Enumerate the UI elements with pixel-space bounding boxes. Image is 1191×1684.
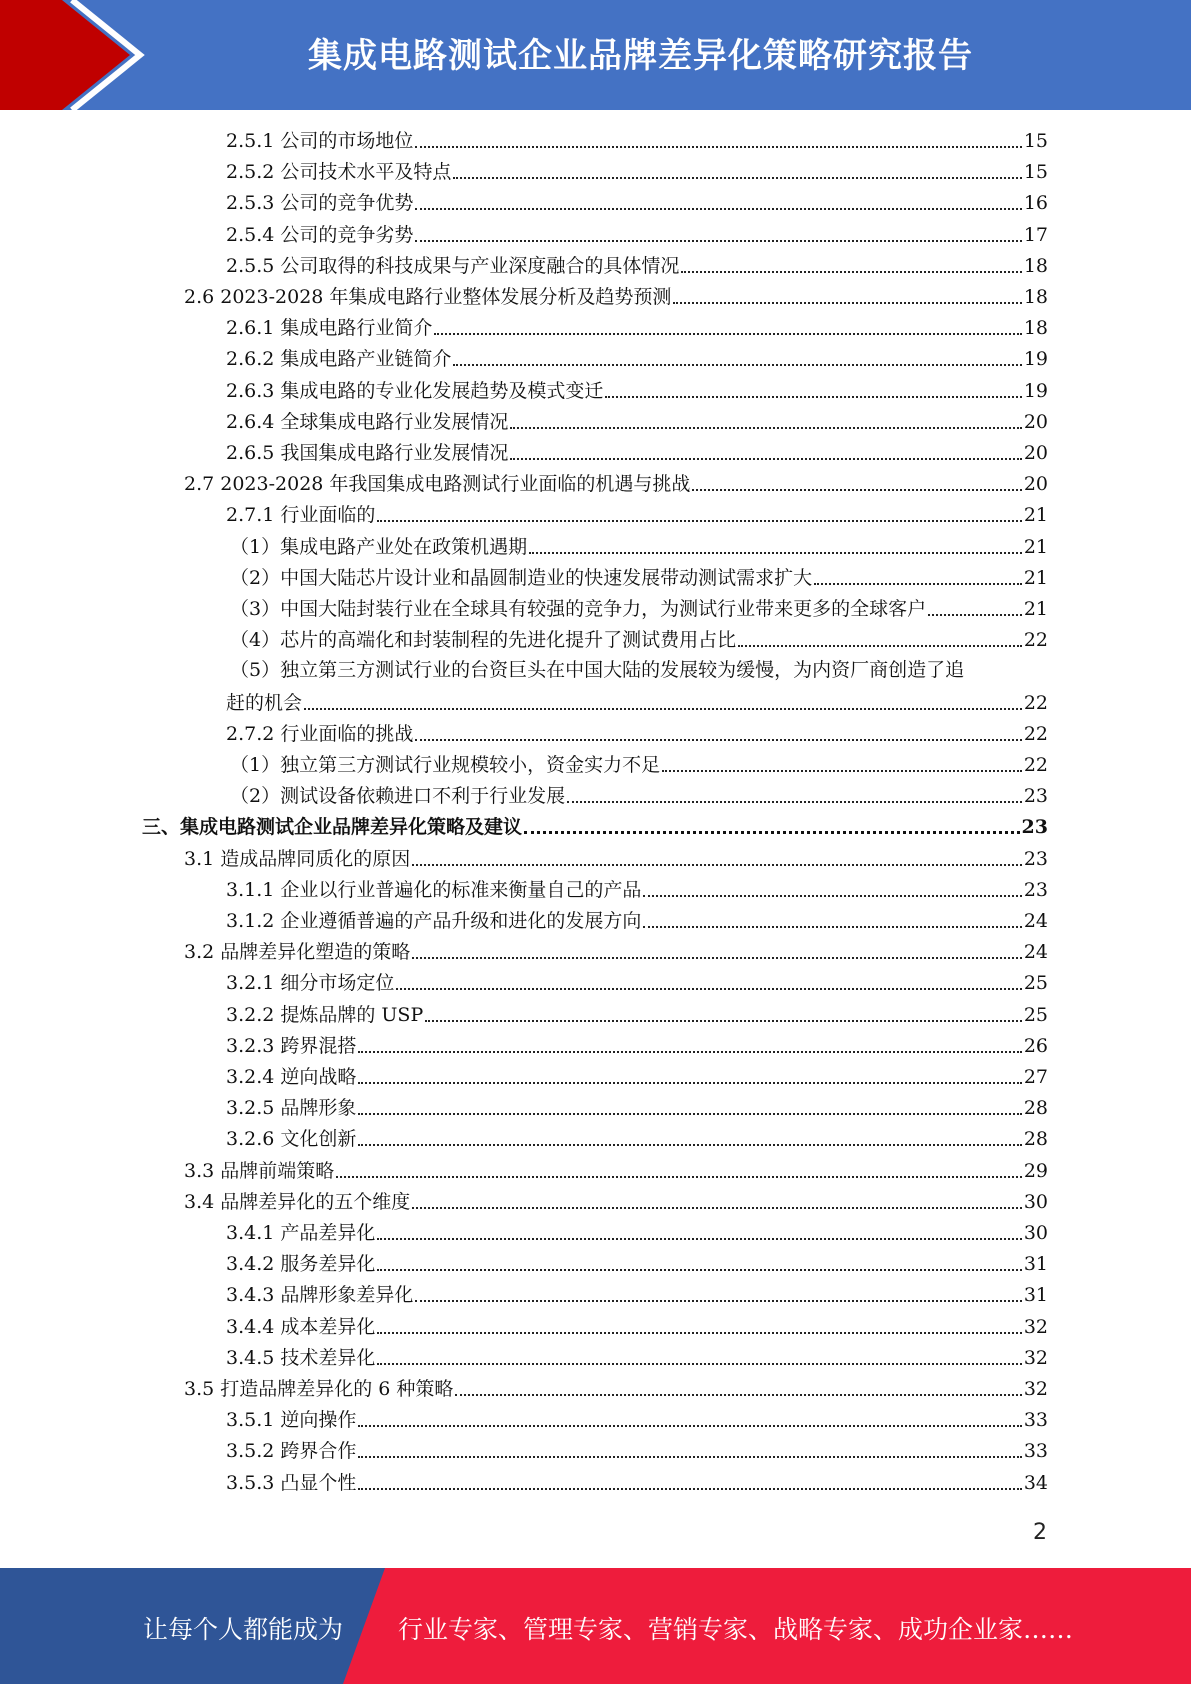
toc-entry-wrap-line: （5）独立第三方测试行业的台资巨头在中国大陆的发展较为缓慢，为内资厂商创造了追 xyxy=(230,659,965,682)
toc-dot-leader xyxy=(415,240,1021,242)
toc-dot-leader xyxy=(377,1238,1021,1240)
toc-entry-page: 23 xyxy=(1023,785,1048,808)
toc-dot-leader xyxy=(681,271,1021,273)
toc-dot-leader xyxy=(358,1051,1021,1053)
toc-entry[interactable] xyxy=(184,1370,1048,1401)
toc-entry[interactable] xyxy=(184,1183,1048,1214)
toc-dot-leader xyxy=(415,739,1021,741)
footer-slogan-right: 行业专家、管理专家、营销专家、战略专家、成功企业家…… xyxy=(398,1615,1074,1644)
toc-entry-page: 27 xyxy=(1023,1066,1048,1088)
toc-entry[interactable] xyxy=(184,933,1048,964)
toc-dot-leader xyxy=(415,1300,1021,1302)
toc-dot-leader xyxy=(510,427,1021,429)
toc-entry-title: 2.6.1 集成电路行业简介 xyxy=(226,317,433,340)
page-footer xyxy=(0,1568,1191,1684)
toc-entry-title: （4）芯片的高端化和封装制程的先进化提升了测试费用占比 xyxy=(230,629,737,652)
toc-dot-leader xyxy=(455,1394,1021,1396)
page-header xyxy=(0,0,1191,110)
toc-entry-title: 2.5.5 公司取得的科技成果与产业深度融合的具体情况 xyxy=(226,254,680,277)
toc-entry-page: 20 xyxy=(1023,410,1048,433)
toc-entry[interactable] xyxy=(226,1401,1048,1432)
toc-entry-page: 21 xyxy=(1023,598,1048,620)
toc-entry-page: 31 xyxy=(1023,1253,1048,1276)
toc-entry-page: 23 xyxy=(1023,847,1048,870)
toc-dot-leader xyxy=(358,1425,1021,1427)
toc-entry-title: 2.6.4 全球集成电路行业发展情况 xyxy=(226,410,509,433)
toc-dot-leader xyxy=(358,1082,1021,1084)
toc-entry[interactable] xyxy=(230,590,1048,621)
toc-entry[interactable] xyxy=(230,621,1048,652)
toc-entry[interactable] xyxy=(226,122,1048,153)
toc-entry-page: 32 xyxy=(1023,1346,1048,1369)
toc-dot-leader xyxy=(377,520,1021,522)
toc-entry[interactable] xyxy=(184,1152,1048,1183)
toc-entry[interactable] xyxy=(226,1058,1048,1089)
toc-entry-title: 3.2.5 品牌形象 xyxy=(226,1097,357,1120)
toc-entry-title: 3.2.3 跨界混搭 xyxy=(226,1034,357,1057)
document-title: 集成电路测试企业品牌差异化策略研究报告 xyxy=(308,36,973,76)
toc-dot-leader xyxy=(453,177,1021,179)
toc-entry[interactable] xyxy=(226,247,1048,278)
page-number: 2 xyxy=(1033,1520,1047,1545)
toc-entry[interactable] xyxy=(226,902,1048,933)
toc-entry[interactable] xyxy=(184,840,1048,871)
toc-entry-title: 3.5 打造品牌差异化的 6 种策略 xyxy=(184,1378,454,1400)
toc-entry-title: （2）测试设备依赖进口不利于行业发展 xyxy=(230,785,566,808)
toc-entry-title: 3.3 品牌前端策略 xyxy=(184,1159,335,1182)
toc-entry-page: 25 xyxy=(1023,1003,1048,1026)
toc-entry[interactable] xyxy=(184,465,1048,496)
toc-entry-title: 3.5.3 凸显个性 xyxy=(226,1471,357,1494)
toc-dot-leader xyxy=(412,864,1022,866)
toc-entry-title: 3.2.1 细分市场定位 xyxy=(226,972,395,995)
toc-entry-page: 17 xyxy=(1023,223,1048,246)
toc-entry-title: 2.6.2 集成电路产业链简介 xyxy=(226,348,452,371)
toc-dot-leader xyxy=(358,1488,1021,1490)
toc-dot-leader xyxy=(412,1207,1022,1209)
toc-entry-page: 33 xyxy=(1023,1409,1048,1432)
toc-entry-title: 赶的机会 xyxy=(226,691,303,714)
toc-dot-leader xyxy=(814,583,1022,585)
toc-entry[interactable] xyxy=(226,715,1048,746)
toc-entry-page: 20 xyxy=(1023,442,1048,464)
toc-entry-page: 24 xyxy=(1023,941,1048,964)
toc-entry-title: 3.1.1 企业以行业普遍化的标准来衡量自己的产品 xyxy=(226,878,642,901)
toc-entry-page: 19 xyxy=(1023,348,1048,371)
toc-entry-title: 3.4.5 技术差异化 xyxy=(226,1346,376,1369)
toc-entry[interactable] xyxy=(226,1339,1048,1370)
toc-entry[interactable] xyxy=(226,184,1048,215)
toc-entry-page: 26 xyxy=(1023,1034,1048,1057)
toc-entry-title: 3.5.1 逆向操作 xyxy=(226,1409,357,1432)
toc-entry-page: 22 xyxy=(1023,629,1048,652)
toc-entry[interactable] xyxy=(226,216,1048,247)
toc-dot-leader xyxy=(358,1456,1021,1458)
toc-entry-title: 2.7.1 行业面临的 xyxy=(226,504,376,527)
toc-entry[interactable] xyxy=(226,434,1048,465)
toc-entry[interactable] xyxy=(230,777,1048,808)
toc-entry[interactable] xyxy=(226,340,1048,371)
toc-entry-page: 21 xyxy=(1023,504,1048,527)
toc-entry-page: 16 xyxy=(1023,192,1048,215)
toc-entry[interactable] xyxy=(226,496,1048,527)
toc-entry[interactable] xyxy=(226,309,1048,340)
footer-slogan-left: 让每个人都能成为 xyxy=(143,1615,344,1644)
toc-entry-page: 15 xyxy=(1023,130,1048,152)
toc-dot-leader xyxy=(524,831,1020,834)
toc-entry-page: 24 xyxy=(1023,910,1048,932)
toc-entry-title: 2.5.3 公司的竞争优势 xyxy=(226,192,414,215)
toc-entry[interactable] xyxy=(184,278,1048,309)
toc-dot-leader xyxy=(738,645,1022,647)
toc-entry[interactable] xyxy=(226,403,1048,434)
toc-entry-page: 15 xyxy=(1023,161,1048,184)
toc-dot-leader xyxy=(425,1020,1022,1022)
toc-entry[interactable] xyxy=(226,1120,1048,1151)
toc-entry-page: 30 xyxy=(1023,1222,1048,1244)
toc-entry-title: 三、集成电路测试企业品牌差异化策略及建议 xyxy=(142,816,523,839)
toc-dot-leader xyxy=(434,333,1021,335)
toc-entry[interactable] xyxy=(226,372,1048,403)
toc-entry[interactable] xyxy=(230,746,1048,777)
toc-entry-page: 22 xyxy=(1023,754,1048,776)
toc-dot-leader xyxy=(304,708,1022,710)
toc-entry-page: 32 xyxy=(1023,1378,1048,1400)
toc-entry-page: 29 xyxy=(1023,1159,1048,1182)
toc-entry-title: 2.5.2 公司技术水平及特点 xyxy=(226,161,452,184)
toc-entry-title: （1）集成电路产业处在政策机遇期 xyxy=(230,535,528,558)
toc-entry-page: 30 xyxy=(1023,1190,1048,1213)
toc-dot-leader xyxy=(358,1144,1021,1146)
toc-dot-leader xyxy=(396,988,1021,990)
toc-entry-title: 2.7.2 行业面临的挑战 xyxy=(226,722,414,745)
toc-entry-page: 34 xyxy=(1023,1471,1048,1494)
toc-dot-leader xyxy=(377,1269,1021,1271)
toc-entry[interactable] xyxy=(230,528,1048,559)
toc-entry-title: 3.1 造成品牌同质化的原因 xyxy=(184,847,411,870)
toc-dot-leader xyxy=(928,614,1022,616)
toc-dot-leader xyxy=(415,208,1021,210)
toc-entry-title: 2.6.3 集成电路的专业化发展趋势及模式变迁 xyxy=(226,379,604,402)
toc-dot-leader xyxy=(673,302,1021,304)
toc-dot-leader xyxy=(510,458,1021,460)
toc-entry-title: 3.2.6 文化创新 xyxy=(226,1128,357,1151)
toc-dot-leader xyxy=(643,926,1021,928)
toc-entry[interactable] xyxy=(226,684,1048,715)
toc-entry-page: 21 xyxy=(1023,566,1048,589)
toc-entry-title: 3.4.4 成本差异化 xyxy=(226,1315,376,1338)
toc-dot-leader xyxy=(358,1113,1021,1115)
toc-entry[interactable] xyxy=(226,1027,1048,1058)
toc-entry-title: 2.5.1 公司的市场地位 xyxy=(226,130,414,152)
toc-dot-leader xyxy=(377,1363,1021,1365)
toc-entry-page: 28 xyxy=(1023,1128,1048,1151)
toc-entry-page: 23 xyxy=(1023,878,1048,901)
toc-entry-page: 25 xyxy=(1023,972,1048,995)
toc-entry-title: 3.4 品牌差异化的五个维度 xyxy=(184,1190,411,1213)
toc-entry-title: 3.4.2 服务差异化 xyxy=(226,1253,376,1276)
toc-dot-leader xyxy=(605,396,1021,398)
toc-entry-title: 2.5.4 公司的竞争劣势 xyxy=(226,223,414,246)
toc-dot-leader xyxy=(529,552,1022,554)
toc-entry[interactable] xyxy=(142,808,1048,839)
toc-dot-leader xyxy=(377,1332,1021,1334)
toc-dot-leader xyxy=(453,364,1021,366)
toc-dot-leader xyxy=(692,489,1021,491)
toc-entry-page: 22 xyxy=(1023,691,1048,714)
toc-entry[interactable] xyxy=(226,1432,1048,1463)
toc-entry[interactable] xyxy=(226,1245,1048,1276)
toc-entry-title: （3）中国大陆封装行业在全球具有较强的竞争力，为测试行业带来更多的全球客户 xyxy=(230,598,927,620)
toc-entry-page: 32 xyxy=(1023,1315,1048,1338)
toc-entry-title: 3.5.2 跨界合作 xyxy=(226,1440,357,1463)
toc-entry-page: 21 xyxy=(1023,535,1048,558)
toc-entry[interactable] xyxy=(230,559,1048,590)
toc-entry-page: 18 xyxy=(1023,317,1048,340)
toc-entry-page: 18 xyxy=(1023,254,1048,277)
toc-entry[interactable] xyxy=(226,1214,1048,1245)
toc-entry[interactable] xyxy=(226,1464,1048,1495)
toc-entry-title: 2.6 2023-2028 年集成电路行业整体发展分析及趋势预测 xyxy=(184,286,672,308)
toc-entry-page: 19 xyxy=(1023,379,1048,402)
toc-dot-leader xyxy=(336,1176,1022,1178)
toc-dot-leader xyxy=(412,957,1022,959)
toc-dot-leader xyxy=(415,146,1021,148)
toc-entry-page: 23 xyxy=(1021,816,1048,839)
toc-entry-title: 3.2.4 逆向战略 xyxy=(226,1066,357,1088)
toc-entry-page: 31 xyxy=(1023,1284,1048,1307)
toc-entry-page: 20 xyxy=(1023,473,1048,496)
toc-dot-leader xyxy=(662,770,1022,772)
toc-entry-title: 2.6.5 我国集成电路行业发展情况 xyxy=(226,442,509,464)
toc-entry[interactable] xyxy=(226,996,1048,1027)
header-arrow-decoration xyxy=(0,0,160,110)
toc-entry-title: 2.7 2023-2028 年我国集成电路测试行业面临的机遇与挑战 xyxy=(184,473,691,496)
toc-entry[interactable] xyxy=(226,964,1048,995)
toc-entry[interactable] xyxy=(226,1089,1048,1120)
toc-entry-title: 3.2 品牌差异化塑造的策略 xyxy=(184,941,411,964)
toc-dot-leader xyxy=(643,895,1021,897)
toc-entry[interactable] xyxy=(226,1276,1048,1307)
toc-entry-page: 18 xyxy=(1023,286,1048,308)
toc-dot-leader xyxy=(567,801,1022,803)
toc-entry-page: 22 xyxy=(1023,722,1048,745)
toc-entry-title: 3.2.2 提炼品牌的 USP xyxy=(226,1003,424,1026)
toc-entry-title: 3.4.1 产品差异化 xyxy=(226,1222,376,1244)
toc-entry[interactable] xyxy=(226,153,1048,184)
toc-entry-title: 3.1.2 企业遵循普遍的产品升级和进化的发展方向 xyxy=(226,910,642,932)
toc-entry-page: 33 xyxy=(1023,1440,1048,1463)
toc-entry-title: （2）中国大陆芯片设计业和晶圆制造业的快速发展带动测试需求扩大 xyxy=(230,566,813,589)
toc-entry-title: 3.4.3 品牌形象差异化 xyxy=(226,1284,414,1307)
toc-entry-page: 28 xyxy=(1023,1097,1048,1120)
toc-entry[interactable] xyxy=(226,871,1048,902)
toc-entry-title: （1）独立第三方测试行业规模较小，资金实力不足 xyxy=(230,754,661,776)
toc-entry[interactable] xyxy=(226,1308,1048,1339)
